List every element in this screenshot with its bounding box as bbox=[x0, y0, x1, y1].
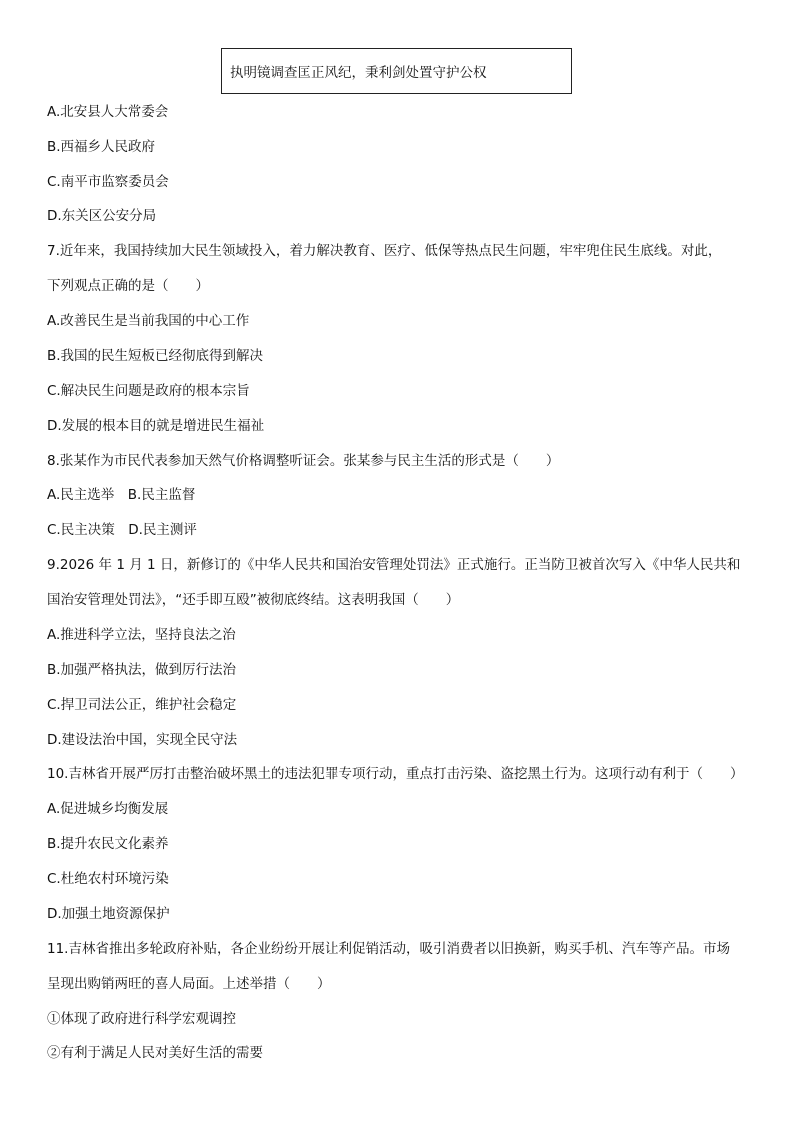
q8-options-ab: A.民主选举 B.民主监督 bbox=[47, 487, 196, 503]
q10-option-c: C.杜绝农村环境污染 bbox=[47, 871, 169, 887]
q9-option-a: A.推进科学立法，坚持良法之治 bbox=[47, 627, 236, 643]
q7-stem-line2: 下列观点正确的是（ ） bbox=[47, 278, 209, 294]
quoted-text-box bbox=[221, 48, 572, 94]
q11-statement-1: ①体现了政府进行科学宏观调控 bbox=[47, 1011, 236, 1027]
q9-stem-line2: 国治安管理处罚法》，“还手即互殴”被彻底终结。这表明我国（ ） bbox=[47, 592, 460, 608]
q6-option-d: D.东关区公安分局 bbox=[47, 208, 157, 224]
q9-option-d: D.建设法治中国，实现全民守法 bbox=[47, 732, 238, 748]
q6-option-b: B.西福乡人民政府 bbox=[47, 139, 156, 155]
q8-stem: 8.张某作为市民代表参加天然气价格调整听证会。张某参与民主生活的形式是（ ） bbox=[47, 453, 560, 469]
q7-option-d: D.发展的根本目的就是增进民生福祉 bbox=[47, 418, 265, 434]
q10-stem: 10.吉林省开展严厉打击整治破坏黑土的违法犯罪专项行动，重点打击污染、盗挖黑土行为。这项行动有利于（ ） bbox=[47, 766, 744, 782]
q11-stem-line2: 呈现出购销两旺的喜人局面。上述举措（ ） bbox=[47, 976, 331, 992]
q10-option-b: B.提升农民文化素养 bbox=[47, 836, 169, 852]
q8-options-cd: C.民主决策 D.民主测评 bbox=[47, 522, 197, 538]
q7-option-b: B.我国的民生短板已经彻底得到解决 bbox=[47, 348, 264, 364]
q6-option-a: A.北安县人大常委会 bbox=[47, 104, 169, 120]
q11-statement-2: ②有利于满足人民对美好生活的需要 bbox=[47, 1045, 263, 1061]
q7-option-c: C.解决民生问题是政府的根本宗旨 bbox=[47, 383, 250, 399]
q7-option-a: A.改善民生是当前我国的中心工作 bbox=[47, 313, 250, 329]
q10-option-d: D.加强土地资源保护 bbox=[47, 906, 170, 922]
q9-option-c: C.捍卫司法公正，维护社会稳定 bbox=[47, 697, 237, 713]
q7-stem-line1: 7.近年来，我国持续加大民生领域投入，着力解决教育、医疗、低保等热点民生问题，牢牢兜住民生底线。对此， bbox=[47, 243, 722, 259]
q9-option-b: B.加强严格执法，做到厉行法治 bbox=[47, 662, 237, 678]
quoted-text: 执明镜调查匡正风纪，秉利剑处置守护公权 bbox=[230, 65, 487, 81]
q10-option-a: A.促进城乡均衡发展 bbox=[47, 801, 169, 817]
q11-stem-line1: 11.吉林省推出多轮政府补贴，各企业纷纷开展让利促销活动，吸引消费者以旧换新，购买手机、汽车等产品。市场 bbox=[47, 941, 730, 957]
q9-stem-line1: 9.2026 年 1 月 1 日，新修订的《中华人民共和国治安管理处罚法》正式施行。正当防卫被首次写入《中华人民共和 bbox=[47, 557, 741, 573]
q6-option-c: C.南平市监察委员会 bbox=[47, 174, 169, 190]
